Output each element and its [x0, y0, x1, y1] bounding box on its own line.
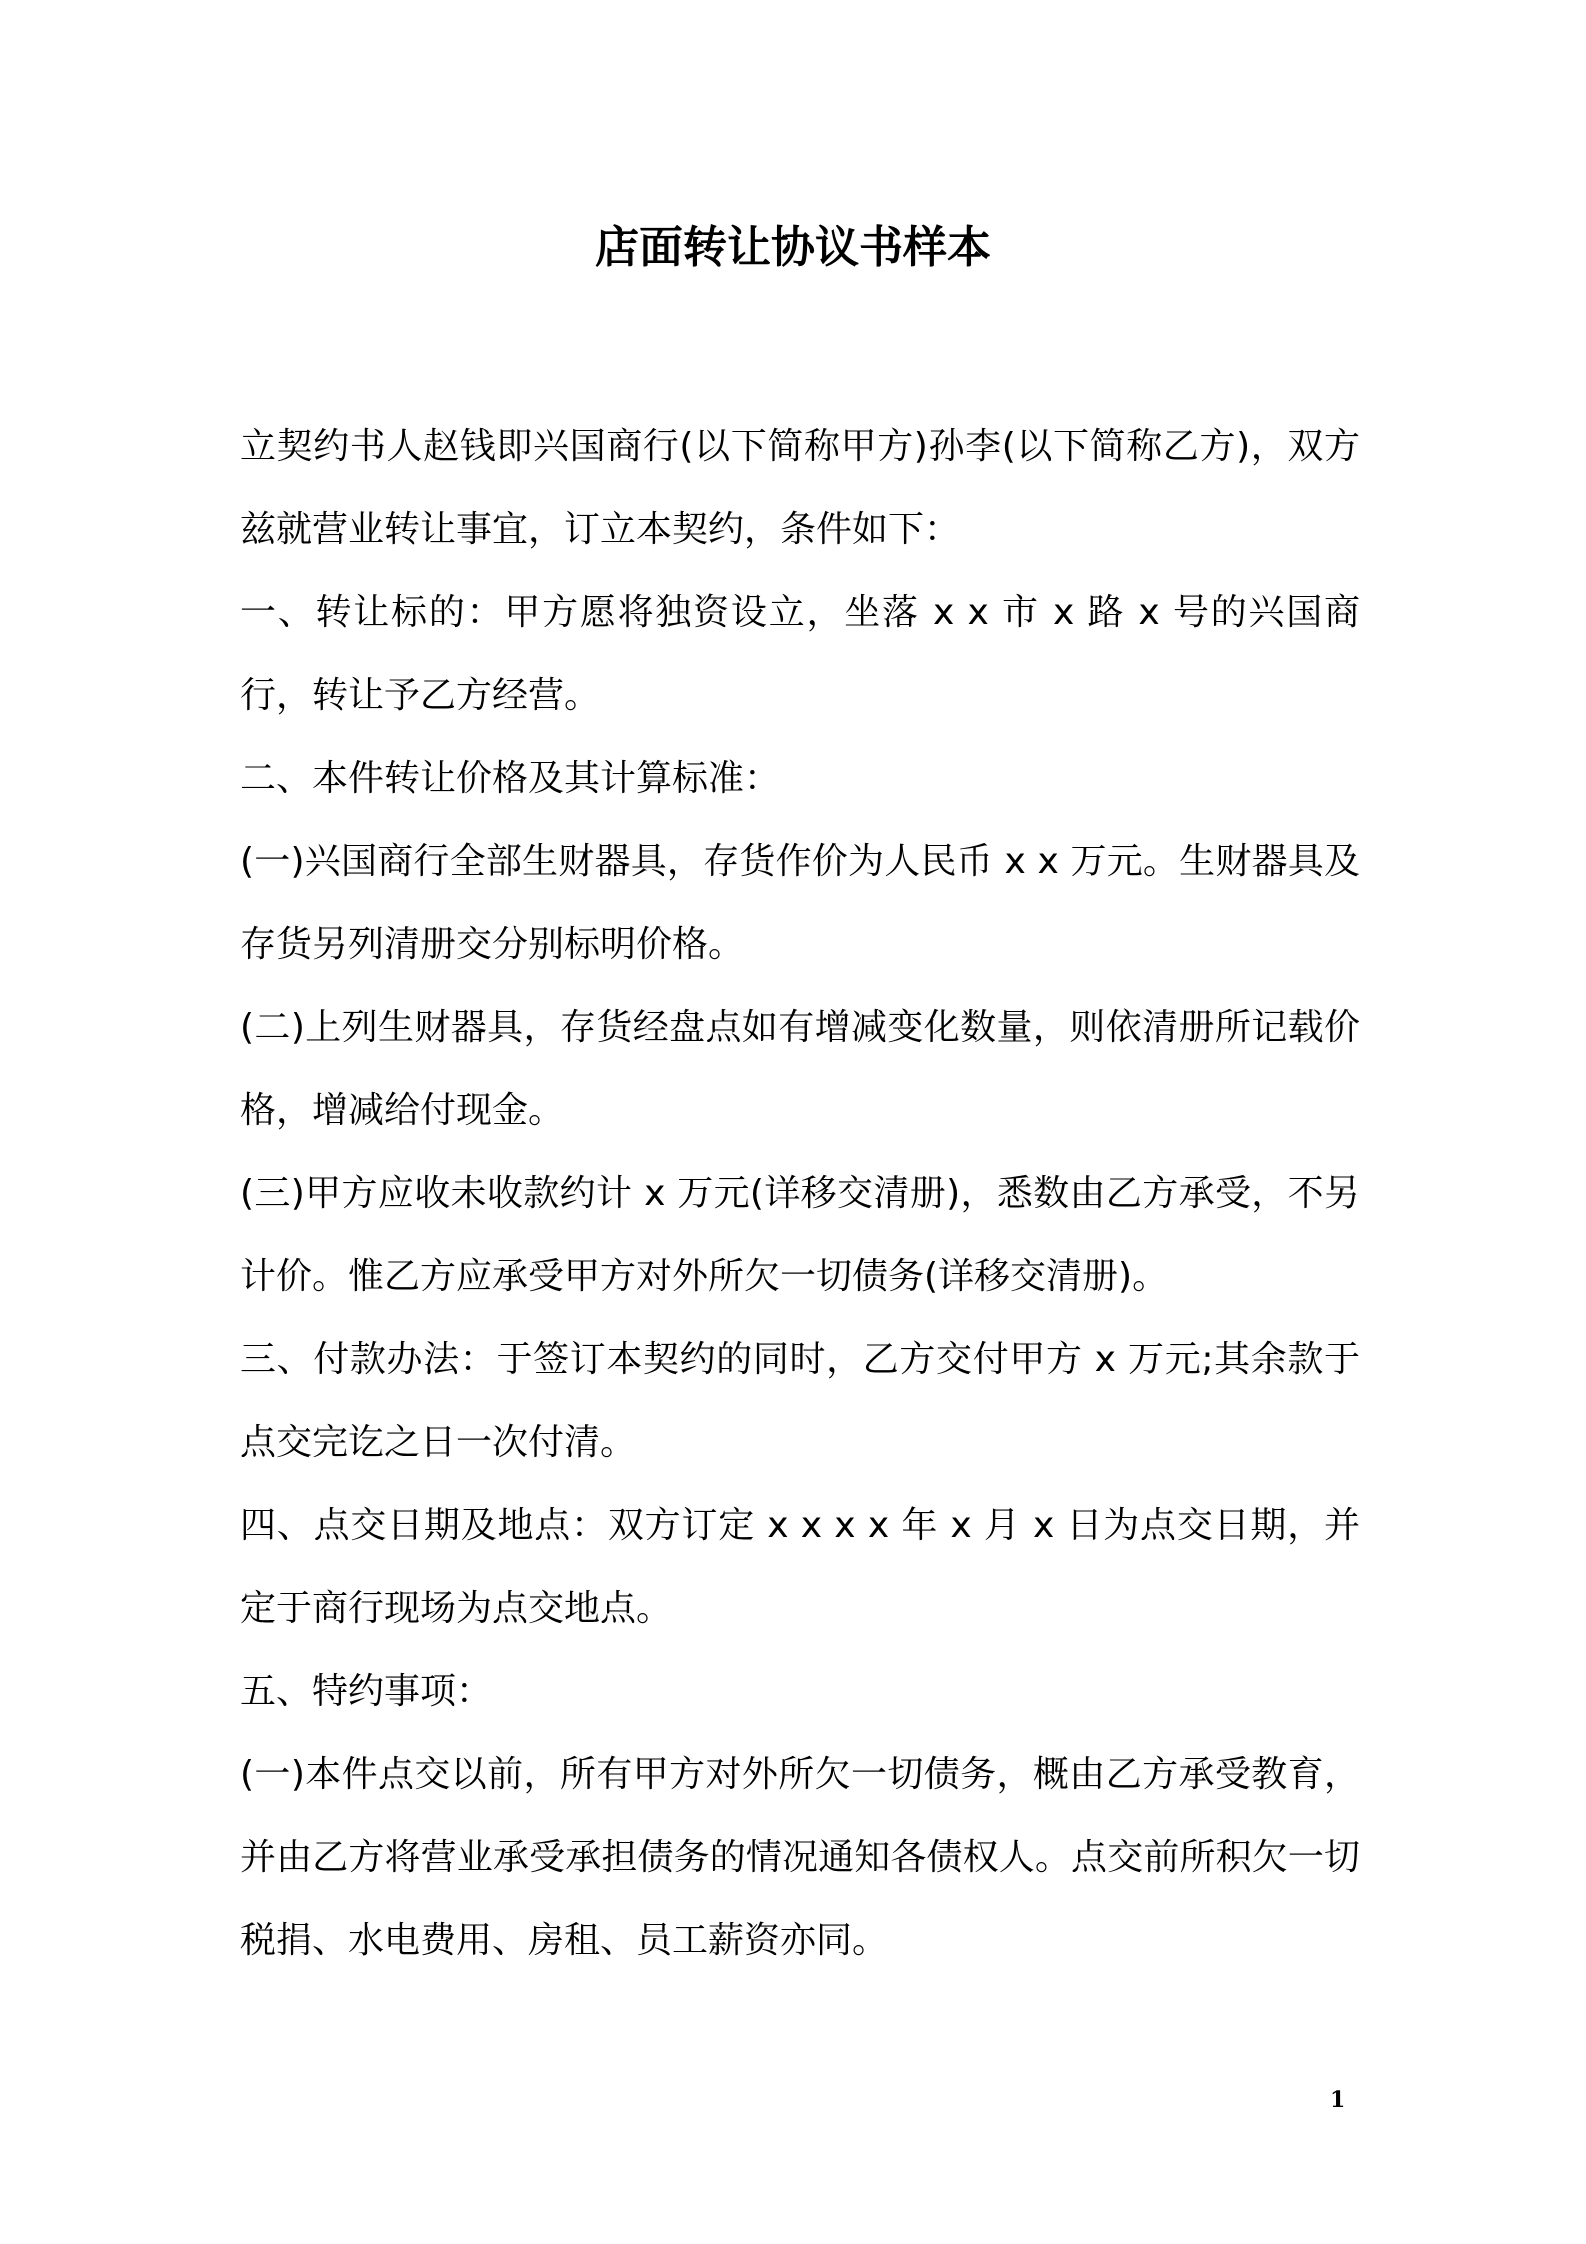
paragraph-clause-2-item-2: (二)上列生财器具，存货经盘点如有增减变化数量，则依清册所记载价格，增减给付现金。	[240, 1007, 1360, 1131]
paragraph-clause-3: 三、付款办法：于签订本契约的同时，乙方交付甲方 x 万元;其余款于点交完讫之日一次付清。	[240, 1339, 1360, 1463]
paragraph-preamble: 立契约书人赵钱即兴国商行(以下简称甲方)孙李(以下简称乙方)，双方兹就营业转让事宜，订立本契约，条件如下：	[240, 426, 1360, 550]
paragraph-clause-5-item-1: (一)本件点交以前，所有甲方对外所欠一切债务，概由乙方承受教育，并由乙方将营业承受承担债务的情况通知各债权人。点交前所积欠一切税捐、水电费用、房租、员工薪资亦同。	[240, 1754, 1360, 1961]
paragraph-clause-2-item-3: (三)甲方应收未收款约计 x 万元(详移交清册)，悉数由乙方承受，不另计价。惟乙方应承受甲方对外所欠一切债务(详移交清册)。	[240, 1173, 1360, 1297]
page-title: 店面转让协议书样本	[595, 222, 991, 273]
paragraph-clause-1: 一、转让标的：甲方愿将独资设立，坐落 x x 市 x 路 x 号的兴国商行，转让予乙方经营。	[240, 592, 1360, 716]
paragraph-clause-4: 四、点交日期及地点：双方订定 x x x x 年 x 月 x 日为点交日期，并定于商行现场为点交地点。	[240, 1505, 1360, 1629]
paragraph-clause-2-item-1: (一)兴国商行全部生财器具，存货作价为人民币 x x 万元。生财器具及存货另列清册交分别标明价格。	[240, 841, 1360, 965]
page-number: 1	[1330, 2087, 1346, 2113]
document-body	[240, 405, 1360, 1982]
paragraph-clause-5: 五、特约事项：	[240, 1671, 493, 1712]
paragraph-clause-2: 二、本件转让价格及其计算标准：	[240, 758, 781, 799]
